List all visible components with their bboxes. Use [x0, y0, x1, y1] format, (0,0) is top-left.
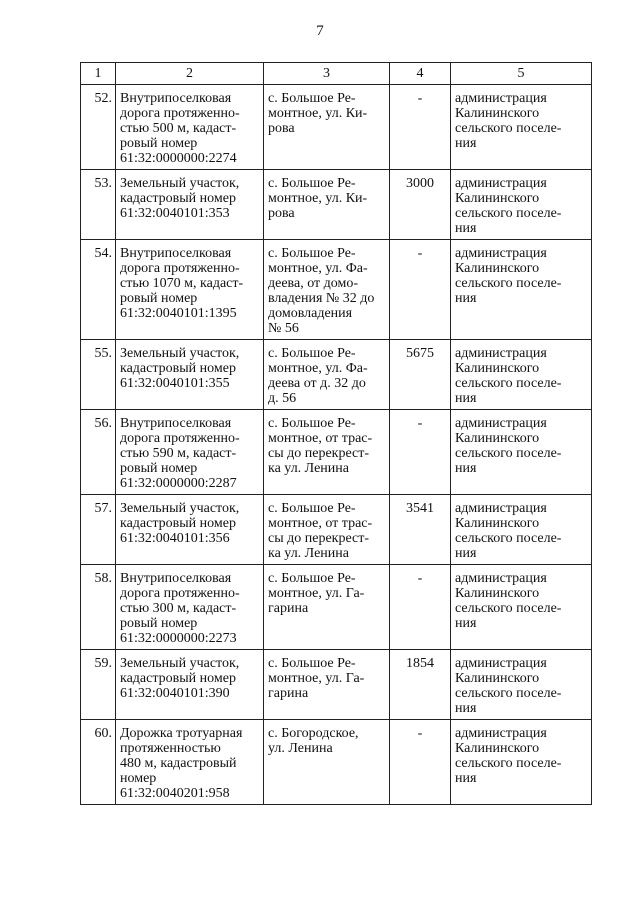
- object-name-cell-line: 61:32:0040201:958: [120, 786, 230, 801]
- row-number: 56.: [81, 410, 116, 495]
- row-number: 60.: [81, 720, 116, 805]
- holder-cell-line: администрация: [455, 726, 547, 741]
- address-cell-line: сы до перекрест-: [268, 446, 370, 461]
- object-name-cell-line: 61:32:0040101:353: [120, 206, 230, 221]
- object-name-cell-line: протяженностью: [120, 741, 221, 756]
- object-name-cell-line: Земельный участок,: [120, 656, 240, 671]
- address-cell: [264, 85, 390, 170]
- holder-cell-line: Калининского: [455, 586, 540, 601]
- address-cell-line: рова: [268, 121, 295, 136]
- address-cell-line: с. Большое Ре-: [268, 656, 356, 671]
- holder-cell-line: Калининского: [455, 261, 540, 276]
- address-cell-line: деева, от домо-: [268, 276, 359, 291]
- object-name-cell-line: стью 500 м, кадаст-: [120, 121, 237, 136]
- object-name-cell-line: ровый номер: [120, 136, 198, 151]
- holder-cell: [451, 650, 592, 720]
- row-number: 55.: [81, 340, 116, 410]
- object-name-cell-line: Дорожка тротуарная: [120, 726, 243, 741]
- address-cell-line: с. Большое Ре-: [268, 416, 356, 431]
- holder-cell-line: Калининского: [455, 671, 540, 686]
- address-cell-line: с. Большое Ре-: [268, 571, 356, 586]
- address-cell-line: гарина: [268, 686, 309, 701]
- holder-cell-line: администрация: [455, 571, 547, 586]
- object-name-cell-line: номер: [120, 771, 157, 786]
- column-header-4: 4: [390, 63, 451, 85]
- object-name-cell-line: стью 1070 м, кадаст-: [120, 276, 244, 291]
- holder-cell: [451, 85, 592, 170]
- address-cell-line: монтное, от трас-: [268, 516, 373, 531]
- area-cell: -: [390, 240, 451, 340]
- holder-cell-line: ния: [455, 616, 477, 631]
- object-name-cell-line: кадастровый номер: [120, 671, 236, 686]
- object-name-cell-line: стью 300 м, кадаст-: [120, 601, 237, 616]
- object-name-cell-line: дорога протяженно-: [120, 106, 240, 121]
- object-name-cell-line: 61:32:0000000:2273: [120, 631, 237, 646]
- page-number: 7: [316, 23, 324, 39]
- address-cell-line: ул. Ленина: [268, 741, 333, 756]
- holder-cell-line: ния: [455, 391, 477, 406]
- address-cell: [264, 340, 390, 410]
- object-name-cell: [116, 650, 264, 720]
- address-cell-line: с. Большое Ре-: [268, 246, 356, 261]
- register-table: [80, 62, 592, 805]
- address-cell-line: № 56: [268, 321, 299, 336]
- holder-cell-line: администрация: [455, 656, 547, 671]
- holder-cell-line: администрация: [455, 246, 547, 261]
- holder-cell-line: сельского поселе-: [455, 276, 562, 291]
- row-number: 57.: [81, 495, 116, 565]
- object-name-cell: [116, 170, 264, 240]
- object-name-cell-line: ровый номер: [120, 291, 198, 306]
- holder-cell-line: сельского поселе-: [455, 601, 562, 616]
- row-number: 54.: [81, 240, 116, 340]
- address-cell-line: владения № 32 до: [268, 291, 375, 306]
- object-name-cell-line: 61:32:0040101:1395: [120, 306, 237, 321]
- area-cell: 1854: [390, 650, 451, 720]
- row-number: 58.: [81, 565, 116, 650]
- holder-cell-line: сельского поселе-: [455, 206, 562, 221]
- holder-cell-line: администрация: [455, 91, 547, 106]
- object-name-cell-line: Земельный участок,: [120, 176, 240, 191]
- address-cell-line: монтное, ул. Га-: [268, 671, 365, 686]
- address-cell-line: с. Большое Ре-: [268, 346, 356, 361]
- object-name-cell: [116, 410, 264, 495]
- address-cell-line: д. 56: [268, 391, 297, 406]
- address-cell-line: с. Большое Ре-: [268, 176, 356, 191]
- object-name-cell-line: 61:32:0000000:2287: [120, 476, 237, 491]
- address-cell-line: сы до перекрест-: [268, 531, 370, 546]
- holder-cell-line: администрация: [455, 176, 547, 191]
- address-cell-line: монтное, ул. Фа-: [268, 261, 368, 276]
- object-name-cell-line: 480 м, кадастровый: [120, 756, 237, 771]
- table-row: [81, 410, 592, 495]
- address-cell-line: ка ул. Ленина: [268, 546, 349, 561]
- holder-cell-line: Калининского: [455, 741, 540, 756]
- holder-cell-line: администрация: [455, 346, 547, 361]
- address-cell: [264, 720, 390, 805]
- object-name-cell-line: Внутрипоселковая: [120, 246, 232, 261]
- holder-cell: [451, 340, 592, 410]
- object-name-cell: [116, 720, 264, 805]
- row-number: 52.: [81, 85, 116, 170]
- holder-cell-line: сельского поселе-: [455, 121, 562, 136]
- holder-cell: [451, 240, 592, 340]
- holder-cell-line: администрация: [455, 416, 547, 431]
- area-cell: -: [390, 565, 451, 650]
- object-name-cell-line: кадастровый номер: [120, 361, 236, 376]
- holder-cell-line: Калининского: [455, 106, 540, 121]
- address-cell-line: рова: [268, 206, 295, 221]
- address-cell-line: монтное, ул. Ки-: [268, 191, 368, 206]
- address-cell-line: домовладения: [268, 306, 353, 321]
- address-cell-line: монтное, ул. Фа-: [268, 361, 368, 376]
- holder-cell-line: ния: [455, 136, 477, 151]
- object-name-cell: [116, 565, 264, 650]
- column-header-3: 3: [264, 63, 390, 85]
- table-row: [81, 650, 592, 720]
- table-row: [81, 720, 592, 805]
- object-name-cell-line: ровый номер: [120, 461, 198, 476]
- object-name-cell-line: Земельный участок,: [120, 346, 240, 361]
- holder-cell-line: ния: [455, 701, 477, 716]
- table-row: [81, 340, 592, 410]
- object-name-cell-line: Внутрипоселковая: [120, 416, 232, 431]
- table-row: [81, 565, 592, 650]
- object-name-cell: [116, 85, 264, 170]
- area-cell: 5675: [390, 340, 451, 410]
- holder-cell-line: сельского поселе-: [455, 686, 562, 701]
- area-cell: 3000: [390, 170, 451, 240]
- holder-cell-line: Калининского: [455, 516, 540, 531]
- object-name-cell-line: кадастровый номер: [120, 191, 236, 206]
- column-header-1: 1: [81, 63, 116, 85]
- address-cell: [264, 240, 390, 340]
- object-name-cell-line: 61:32:0040101:356: [120, 531, 230, 546]
- table-header-row: [81, 63, 592, 85]
- holder-cell-line: Калининского: [455, 191, 540, 206]
- holder-cell-line: сельского поселе-: [455, 756, 562, 771]
- area-cell: 3541: [390, 495, 451, 565]
- holder-cell-line: Калининского: [455, 431, 540, 446]
- holder-cell: [451, 565, 592, 650]
- address-cell-line: монтное, ул. Га-: [268, 586, 365, 601]
- holder-cell: [451, 495, 592, 565]
- address-cell-line: монтное, от трас-: [268, 431, 373, 446]
- address-cell: [264, 495, 390, 565]
- object-name-cell-line: дорога протяженно-: [120, 261, 240, 276]
- object-name-cell-line: дорога протяженно-: [120, 586, 240, 601]
- object-name-cell: [116, 340, 264, 410]
- column-header-5: 5: [451, 63, 592, 85]
- holder-cell: [451, 170, 592, 240]
- address-cell-line: ка ул. Ленина: [268, 461, 349, 476]
- object-name-cell-line: стью 590 м, кадаст-: [120, 446, 237, 461]
- holder-cell-line: администрация: [455, 501, 547, 516]
- address-cell-line: гарина: [268, 601, 309, 616]
- area-cell: -: [390, 85, 451, 170]
- row-number: 59.: [81, 650, 116, 720]
- holder-cell-line: сельского поселе-: [455, 446, 562, 461]
- object-name-cell-line: 61:32:0040101:390: [120, 686, 230, 701]
- object-name-cell-line: Земельный участок,: [120, 501, 240, 516]
- address-cell: [264, 650, 390, 720]
- object-name-cell-line: дорога протяженно-: [120, 431, 240, 446]
- holder-cell-line: сельского поселе-: [455, 531, 562, 546]
- area-cell: -: [390, 410, 451, 495]
- holder-cell-line: ния: [455, 546, 477, 561]
- table-row: [81, 170, 592, 240]
- row-number: 53.: [81, 170, 116, 240]
- holder-cell-line: ния: [455, 461, 477, 476]
- holder-cell-line: ния: [455, 221, 477, 236]
- holder-cell-line: ния: [455, 771, 477, 786]
- table-row: [81, 85, 592, 170]
- object-name-cell: [116, 495, 264, 565]
- table-row: [81, 240, 592, 340]
- address-cell-line: с. Большое Ре-: [268, 91, 356, 106]
- address-cell: [264, 565, 390, 650]
- object-name-cell-line: ровый номер: [120, 616, 198, 631]
- address-cell-line: монтное, ул. Ки-: [268, 106, 368, 121]
- holder-cell-line: ния: [455, 291, 477, 306]
- object-name-cell-line: кадастровый номер: [120, 516, 236, 531]
- object-name-cell-line: 61:32:0040101:355: [120, 376, 230, 391]
- object-name-cell-line: 61:32:0000000:2274: [120, 151, 237, 166]
- address-cell: [264, 170, 390, 240]
- holder-cell-line: Калининского: [455, 361, 540, 376]
- object-name-cell-line: Внутрипоселковая: [120, 571, 232, 586]
- object-name-cell-line: Внутрипоселковая: [120, 91, 232, 106]
- holder-cell-line: сельского поселе-: [455, 376, 562, 391]
- holder-cell: [451, 720, 592, 805]
- address-cell-line: деева от д. 32 до: [268, 376, 366, 391]
- holder-cell: [451, 410, 592, 495]
- address-cell-line: с. Большое Ре-: [268, 501, 356, 516]
- table-row: [81, 495, 592, 565]
- area-cell: -: [390, 720, 451, 805]
- address-cell: [264, 410, 390, 495]
- address-cell-line: с. Богородское,: [268, 726, 359, 741]
- column-header-2: 2: [116, 63, 264, 85]
- object-name-cell: [116, 240, 264, 340]
